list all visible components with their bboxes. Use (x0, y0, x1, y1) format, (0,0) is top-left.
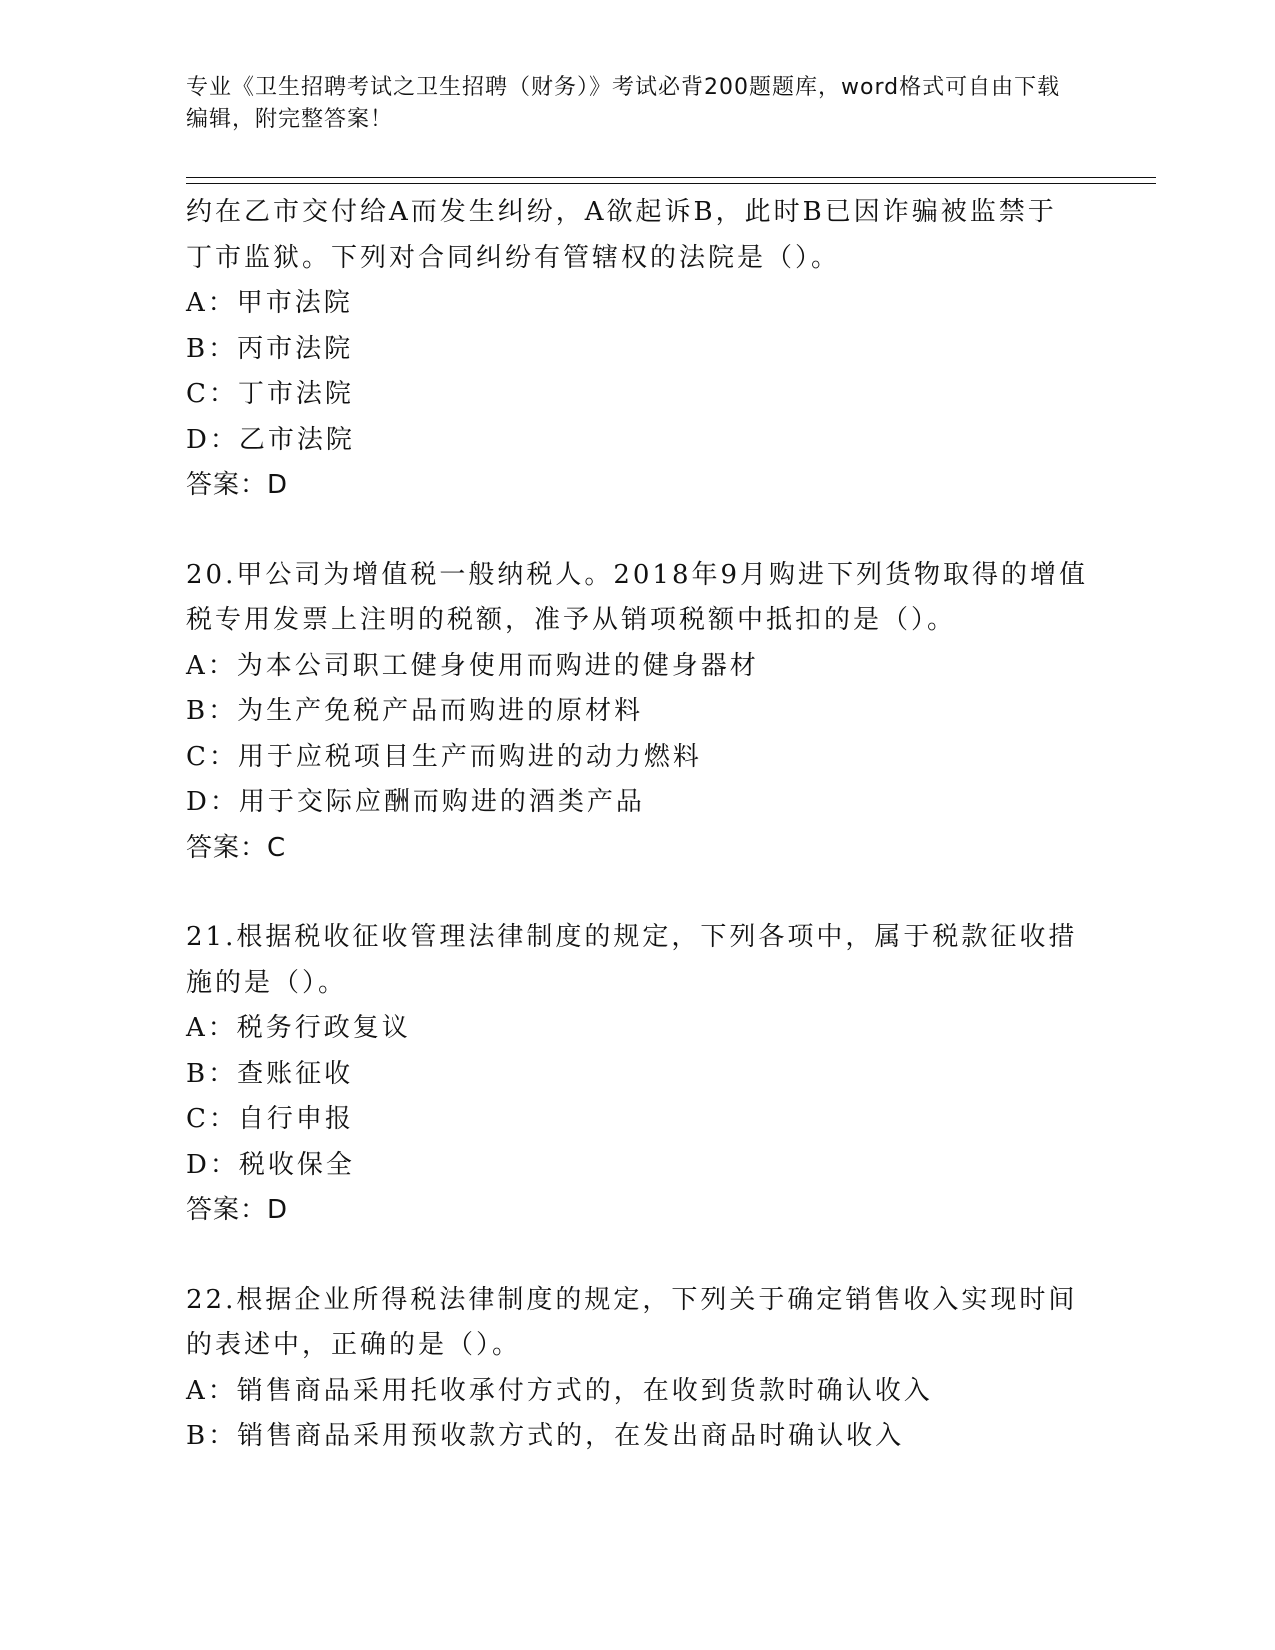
option-a: A：税务行政复议 (186, 1013, 411, 1043)
question-text-line: 的表述中，正确的是（）。 (186, 1330, 522, 1360)
option-c: C：自行申报 (186, 1104, 354, 1134)
header-divider-bottom (186, 183, 1156, 184)
option-b: B：销售商品采用预收款方式的，在发出商品时确认收入 (186, 1421, 905, 1451)
option-d: D：税收保全 (186, 1149, 355, 1180)
question-item (186, 190, 1086, 509)
question-item (186, 1278, 1086, 1460)
option-b: B：丙市法院 (186, 333, 354, 364)
question-text-line: 税专用发票上注明的税额，准予从销项税额中抵扣的是（）。 (186, 605, 957, 635)
option-b: B：为生产免税产品而购进的原材料 (186, 696, 644, 726)
question-text-line: 21.根据税收征收管理法律制度的规定，下列各项中，属于税款征收措 (186, 922, 1078, 952)
question-text-line: 约在乙市交付给A而发生纠纷，A欲起诉B，此时B已因诈骗被监禁于 (186, 197, 1057, 227)
option-a: A：为本公司职工健身使用而购进的健身器材 (186, 650, 759, 681)
option-d: D：用于交际应酬而购进的酒类产品 (186, 787, 645, 817)
option-a: A：销售商品采用托收承付方式的，在收到货款时确认收入 (186, 1375, 933, 1406)
question-item (186, 553, 1089, 872)
option-d: D：乙市法院 (186, 424, 355, 455)
option-c: C：用于应税项目生产而购进的动力燃料 (186, 741, 702, 772)
question-list (186, 190, 1089, 1460)
option-c: C：丁市法院 (186, 379, 354, 409)
answer-label: 答案：D (186, 1195, 289, 1225)
option-b: B：查账征收 (186, 1058, 354, 1089)
question-text-line: 22.根据企业所得税法律制度的规定，下列关于确定销售收入实现时间 (186, 1284, 1078, 1315)
option-a: A：甲市法院 (186, 288, 353, 318)
document-header-title: 专业《卫生招聘考试之卫生招聘（财务）》考试必背200题题库，word格式可自由下载编辑，附完整答案！ (186, 75, 1061, 132)
question-text-line: 施的是（）。 (186, 967, 348, 998)
question-item (186, 915, 1086, 1234)
question-text-line: 丁市监狱。下列对合同纠纷有管辖权的法院是（）。 (186, 242, 841, 273)
answer-label: 答案：D (186, 470, 289, 500)
answer-label: 答案：C (186, 832, 287, 863)
header-divider-top (186, 177, 1156, 178)
question-text-line: 20.甲公司为增值税一般纳税人。2018年9月购进下列货物取得的增值 (186, 559, 1089, 590)
